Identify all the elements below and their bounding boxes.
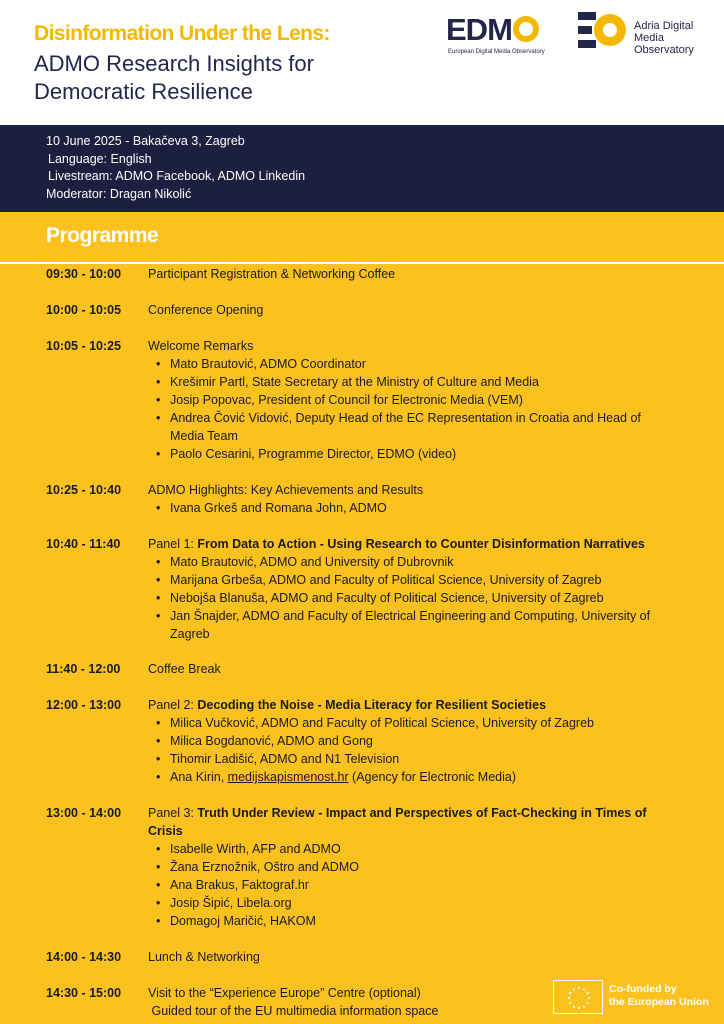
header <box>0 0 724 125</box>
speaker: • Ivana Grkeš and Romana John, ADMO <box>148 499 668 517</box>
item-time: 10:40 - 11:40 <box>46 537 121 551</box>
item-title: Conference Opening <box>148 303 264 317</box>
speaker: • Josip Popovac, President of Council for Electronic Media (VEM) <box>148 391 668 409</box>
speaker: • Josip Šipić, Libela.org <box>148 894 668 912</box>
item-time: 14:00 - 14:30 <box>46 950 122 964</box>
speaker: • Jan Šnajder, ADMO and Faculty of Electrical Engineering and Computing, University of Zagreb <box>148 607 668 643</box>
item-title: Coffee Break <box>148 662 221 676</box>
edmo-logo-text: EDM <box>446 12 512 47</box>
speaker: • Mato Brautović, ADMO Coordinator <box>148 355 668 373</box>
programme-divider <box>0 262 724 264</box>
programme-item <box>148 301 668 319</box>
speaker: • Ana Brakus, Faktograf.hr <box>148 876 668 894</box>
item-time: 10:05 - 10:25 <box>46 339 122 353</box>
eu-line1: Co-funded by <box>609 983 677 995</box>
livestream: Livestream: ADMO Facebook, ADMO Linkedin <box>48 169 306 183</box>
event-title: Disinformation Under the Lens: <box>34 22 330 45</box>
panel-title: From Data to Action - Using Research to Counter Disinformation Narratives <box>197 537 645 551</box>
speaker: • Marijana Grbeša, ADMO and Faculty of Political Science, University of Zagreb <box>148 571 668 589</box>
item-time: 09:30 - 10:00 <box>46 267 122 281</box>
adria-eo-icon <box>578 10 628 52</box>
speaker: • Nebojša Blanuša, ADMO and Faculty of Political Science, University of Zagreb <box>148 589 668 607</box>
item-subtitle: Guided tour of the EU multimedia information space <box>148 1004 439 1018</box>
eu-cofunding-badge <box>553 980 723 1016</box>
panel-label: Panel 1: <box>148 537 198 551</box>
programme-heading: Programme <box>46 224 159 247</box>
programme-item <box>148 696 668 786</box>
item-title: ADMO Highlights: Key Achievements and Results <box>148 483 424 497</box>
programme-item <box>148 535 668 643</box>
item-title: Participant Registration & Networking Coffee <box>148 267 396 281</box>
item-time: 11:40 - 12:00 <box>46 662 121 676</box>
speaker: • Isabelle Wirth, AFP and ADMO <box>148 840 668 858</box>
speaker: • Žana Erznožnik, Oštro and ADMO <box>148 858 668 876</box>
programme-item <box>148 337 668 463</box>
edmo-o-icon <box>513 16 539 42</box>
item-title: Visit to the “Experience Europe” Centre (optional) <box>148 986 421 1000</box>
speaker: • Tihomir Ladišić, ADMO and N1 Television <box>148 750 668 768</box>
panel-title: Truth Under Review - Impact and Perspectives of Fact-Checking in Times of Crisis <box>148 806 647 838</box>
language: Language: English <box>48 151 152 166</box>
speaker: • Domagoj Maričić, HAKOM <box>148 912 668 930</box>
media-literacy-link[interactable]: medijskapismenost.hr <box>227 770 349 784</box>
programme-item <box>148 948 668 966</box>
item-time: 10:25 - 10:40 <box>46 483 122 497</box>
item-title <box>148 535 668 553</box>
item-time: 14:30 - 15:00 <box>46 986 122 1000</box>
programme-item <box>148 265 668 283</box>
speaker: • Andrea Čović Vidović, Deputy Head of the EC Representation in Croatia and Head of Media Team <box>148 409 668 445</box>
speaker: • Paolo Cesarini, Programme Director, EDMO (video) <box>148 445 668 463</box>
speaker: • Mato Brautović, ADMO and University of Dubrovnik <box>148 553 668 571</box>
speaker: • Milica Bogdanović, ADMO and Gong <box>148 732 668 750</box>
speaker: • Ana Kirin, medijskapismenost.hr (Agency for Electronic Media) <box>148 768 668 786</box>
item-title <box>148 696 668 714</box>
adria-logo <box>578 10 718 54</box>
item-time: 13:00 - 14:00 <box>46 806 122 820</box>
programme-item <box>148 984 548 1020</box>
item-title: Lunch & Networking <box>148 950 260 964</box>
speaker: • Milica Vučković, ADMO and Faculty of Political Science, University of Zagreb <box>148 714 668 732</box>
edmo-logo <box>446 12 561 60</box>
date-place: 10 June 2025 - Bakačeva 3, Zagreb <box>46 134 245 148</box>
panel-label: Panel 2: <box>148 698 198 712</box>
item-title: Welcome Remarks <box>148 339 254 353</box>
item-time: 12:00 - 13:00 <box>46 698 122 712</box>
panel-label: Panel 3: <box>148 806 198 820</box>
programme-item <box>148 804 668 930</box>
adria-logo-name: Adria Digital Media Observatory <box>634 20 694 56</box>
moderator: Moderator: Dragan Nikolić <box>46 186 192 201</box>
item-time: 10:00 - 10:05 <box>46 303 122 317</box>
panel-title: Decoding the Noise - Media Literacy for Resilient Societies <box>197 698 547 712</box>
event-info-bar <box>0 125 724 212</box>
edmo-logo-subtitle: European Digital Media Observatory <box>448 49 545 55</box>
eu-flag-icon <box>553 980 603 1014</box>
programme-item <box>148 660 668 678</box>
item-title <box>148 804 668 840</box>
event-subtitle: ADMO Research Insights for Democratic Resilience <box>34 51 314 104</box>
speaker: • Krešimir Partl, State Secretary at the Ministry of Culture and Media <box>148 373 668 391</box>
eu-line2: the European Union <box>609 996 709 1008</box>
programme-item <box>148 481 668 517</box>
